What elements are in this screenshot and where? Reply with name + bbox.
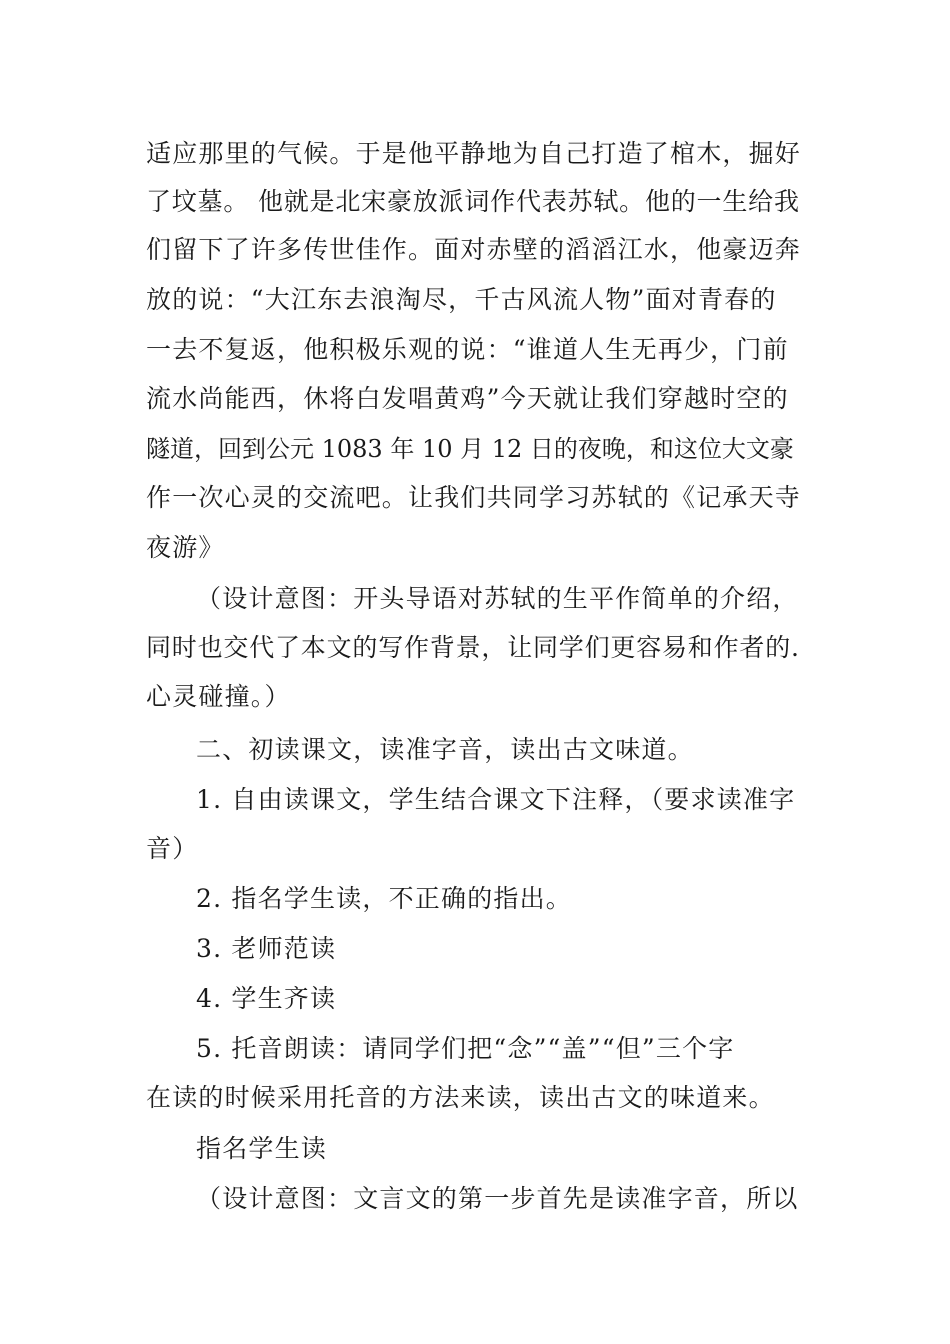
list-item: 2. 指名学生读，不正确的指出。 [196,884,573,913]
text-line: 了坟墓。 他就是北宋豪放派词作代表苏轼。他的一生给我 [146,187,800,216]
text-line: 一去不复返，他积极乐观的说：“谁道人生无再少，门前 [146,335,789,364]
text-line: 们留下了许多传世佳作。面对赤壁的滔滔江水，他豪迈奔 [146,235,802,264]
list-item: 1. 自由读课文，学生结合课文下注释，（要求读准字 [196,785,796,814]
text-line: 流水尚能西，休将白发唱黄鸡”今天就让我们穿越时空的 [146,384,789,413]
text-line: 放的说：“大江东去浪淘尽，千古风流人物”面对青春的 [146,285,777,314]
text-line: 同时也交代了本文的写作背景，让同学们更容易和作者的. [146,633,800,662]
text-line: 音） [146,834,199,863]
list-item: 4. 学生齐读 [196,984,337,1013]
text-line: 在读的时候采用托音的方法来读，读出古文的味道来。 [146,1083,775,1112]
text-line: 适应那里的气候。于是他平静地为自己打造了棺木，掘好 [146,139,802,168]
list-item: 5. 托音朗读：请同学们把“念”“盖”“但”三个字 [196,1034,735,1063]
text-line: 隧道，回到公元 1083 年 10 月 12 日的夜晚，和这位大文豪 [146,435,794,463]
text-line: 指名学生读 [196,1134,328,1163]
text-line: 作一次心灵的交流吧。让我们共同学习苏轼的《记承天寺 [146,483,802,512]
text-line: 心灵碰撞。） [146,682,291,711]
text-line: （设计意图：文言文的第一步首先是读准字音，所以 [196,1184,799,1213]
text-line: （设计意图：开头导语对苏轼的生平作简单的介绍， [196,584,799,613]
text-line: 夜游》 [146,533,225,562]
list-item: 3. 老师范读 [196,934,337,963]
section-heading: 二、初读课文，读准字音，读出古文味道。 [196,735,694,764]
